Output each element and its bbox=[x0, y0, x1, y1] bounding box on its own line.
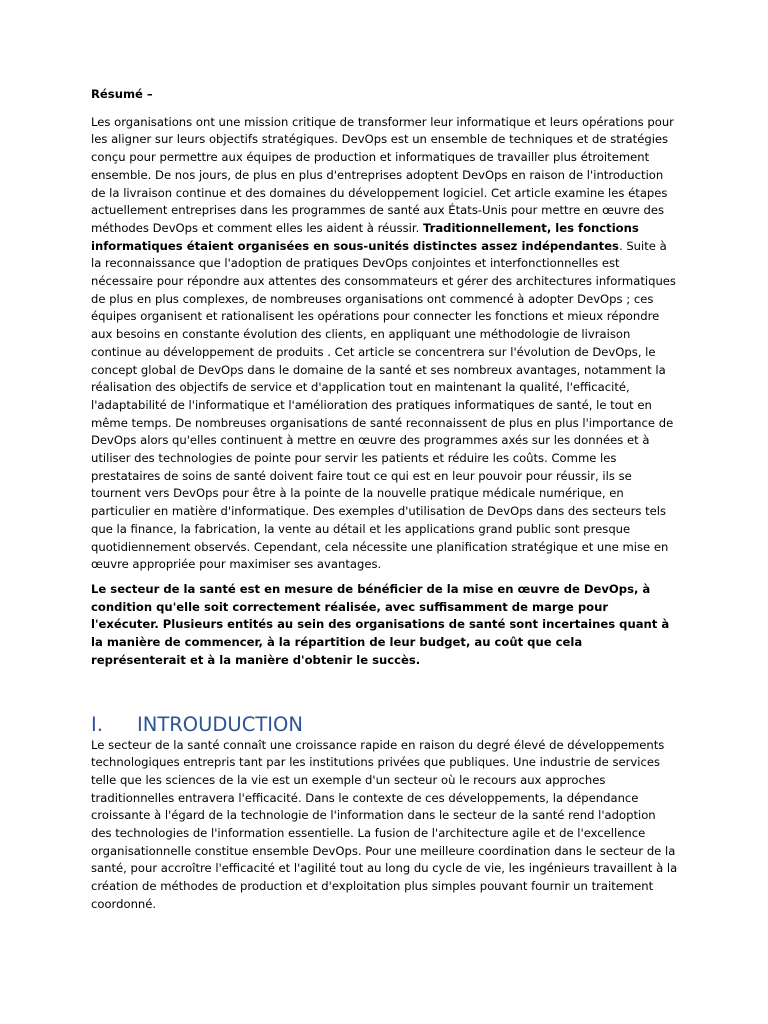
bold-paragraph: Le secteur de la santé est en mesure de bénéficier de la mise en œuvre de DevOps, à condition qu'elle soit correctement réalisée, avec suffisamment de marge pour l'exécuter. Plusieurs entités au sein des organisations de santé sont incertaines quant à la manière de commencer, à la répartition de leur budget, au coût que cela représenterait et à la manière d'obtenir le succès. bbox=[91, 581, 670, 667]
abstract-paragraph bbox=[91, 114, 679, 574]
document-body bbox=[91, 86, 679, 914]
section-heading bbox=[91, 713, 679, 737]
intro-paragraph: Le secteur de la santé connaît une croissance rapide en raison du degré élevé de développements technologiques entrepris tant par les institutions privées que publiques. Une industrie de services telle que les sciences de la vie est un exemple d'un secteur où le recours aux approches traditionnelles entravera l'efficacité. Dans le contexte de ces développements, la dépendance croissante à l'égard de la technologie de l'information dans le secteur de la santé rend l'adoption des technologies de l'information essentielle. La fusion de l'architecture agile et de l'excellence organisationnelle constitue ensemble DevOps. Pour une meilleure coordination dans le secteur de la santé, pour accroître l'efficacité et l'agilité tout au long du cycle de vie, les ingénieurs travaillent à la création de méthodes de production et d'exploitation plus simples pouvant fournir un traitement coordonné. bbox=[91, 737, 678, 911]
abstract-text-end: . Suite à la reconnaissance que l'adoption de pratiques DevOps conjointes et interfonctionnelles est nécessaire pour répondre aux attentes des consommateurs et gérer des architectures informatiques de plus en plus complexes, de nombreuses organisations ont commencé à adopter DevOps ; ces équipes organisent et rationalisent les opérations pour connecter les fonctions et mieux répondre aux besoins en constante évolution des clients, en appliquant une méthodologie de livraison continue au développement de produits . Cet article se concentrera sur l'évolution de DevOps, le concept global de DevOps dans le domaine de la santé et ses nombreux avantages, notamment la réalisation des objectifs de service et d'application tout en maintenant la qualité, l'efficacité, l'adaptabilité de l'informatique et l'amélioration des pratiques informatiques de santé, le tout en même temps. De nombreuses organisations de santé reconnaissent de plus en plus l'importance de DevOps alors qu'elles continuent à mettre en œuvre des programmes axés sur les données et à utiliser des technologies de pointe pour servir les patients et réduire les coûts. Comme les prestataires de soins de santé doivent faire tout ce qui est en leur pouvoir pour réussir, ils se tournent vers DevOps pour être à la pointe de la nouvelle pratique médicale numérique, en particulier en matière d'informatique. Des exemples d'utilisation de DevOps dans des secteurs tels que la finance, la fabrication, la vente au détail et les applications grand public sont presque quotidiennement observés. Cependant, cela nécessite une planification stratégique et une mise en œuvre appropriée pour maximiser ses avantages. bbox=[91, 238, 676, 572]
section-number: I. bbox=[91, 712, 103, 736]
section-title: INTROUDUCTION bbox=[137, 712, 303, 736]
abstract-bold-sentence: Traditionnellement, les fonctions informatiques étaient organisées en sous-unités distinctes assez indépendantes bbox=[91, 220, 639, 253]
abstract-text-start: Les organisations ont une mission critique de transformer leur informatique et leurs opérations pour les aligner sur leurs objectifs stratégiques. DevOps est un ensemble de techniques et de stratégies conçu pour permettre aux équipes de production et informatiques de travailler plus étroitement ensemble. De nos jours, de plus en plus d'entreprises adoptent DevOps en raison de l'introduction de la livraison continue et des domaines du développement logiciel. Cet article examine les étapes actuellement entreprises dans les programmes de santé aux États-Unis pour mettre en œuvre des méthodes DevOps et comment elles les aident à réussir. bbox=[91, 114, 674, 235]
abstract-label: Résumé – bbox=[91, 87, 153, 101]
